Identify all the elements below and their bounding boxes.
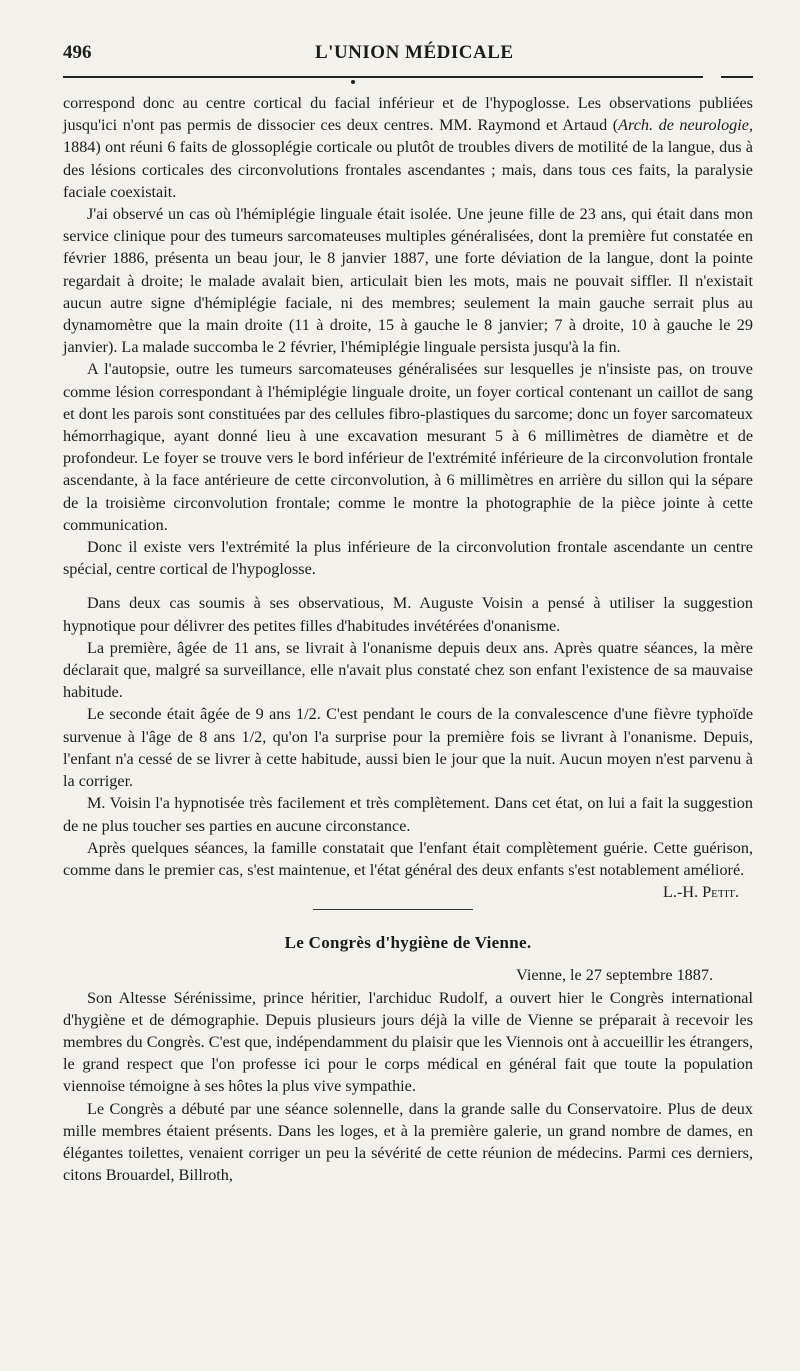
dateline: Vienne, le 27 septembre 1887.: [516, 966, 713, 985]
header-rule-right: [721, 76, 753, 78]
paragraph: Donc il existe vers l'extrémité la plus inférieure de la circonvolution frontale ascendante un centre spécial, centre cortical de l'hypoglosse.: [63, 538, 753, 579]
paragraph-text: 1884) ont réuni 6 faits de glossoplégie corticale ou plutôt de troubles divers de motilité de la langue, dus à des lésions corticales des circonvolutions frontales ascendantes ; mais, dans tous ces faits, la paralysie faciale coexistait.: [63, 138, 753, 201]
paragraph: A l'autopsie, outre les tumeurs sarcomateuses généralisées sur lesquelles je n'insiste pas, on trouve comme lésion correspondant à l'hémiplégie linguale droite, un foyer cortical contenant un caillot de sang et dont les parois sont constituées par des cellules fibro-plastiques du sarcome; donc un foyer sarcomateux hémorrhagique, ayant donné lieu à une excavation mesurant 5 à 6 millimètres de diamètre et de profondeur. Le foyer se trouve vers le bord inférieur de l'extrémité inférieure de la circonvolution frontale ascendante, à la face antérieure de cette circonvolution, à 6 millimètres en arrière du sillon qui la sépare de la troisième circonvolution frontale; comme le montre la photographie de la pièce jointe à cette communication.: [63, 360, 753, 534]
paragraph-with-signature: [63, 837, 753, 902]
paragraph: La première, âgée de 11 ans, se livrait à l'onanisme depuis deux ans. Après quatre séances, la mère déclarait que, malgré sa surveillance, elle n'avait plus constaté chez son enfant l'existence de sa mauvaise habitude.: [63, 638, 753, 702]
paragraph-continued: [63, 92, 753, 203]
article-title: Le Congrès d'hygiène de Vienne.: [284, 933, 532, 953]
page-number: 496: [63, 42, 92, 63]
signature: L.-H. Petit.: [663, 883, 739, 902]
paragraph: M. Voisin l'a hypnotisée très facilement et très complètement. Dans cet état, on lui a fait la suggestion de ne plus toucher ses parties en aucune circonstance.: [63, 794, 753, 835]
paragraph: Son Altesse Sérénissime, prince héritier, l'archiduc Rudolf, a ouvert hier le Congrès international d'hygiène et de démographie. Depuis plusieurs jours déjà la ville de Vienne se préparait à recevoir les membres du Congrès. C'est que, indépendamment du plaisir que les Viennois ont à accueillir les étrangers, le grand respect que l'on professe ici pour le corps médical en général fait que toute la population viennoise témoigne à ses hôtes la plus vive sympathie.: [63, 988, 753, 1096]
section-separator: [313, 909, 473, 910]
header-rule: [63, 76, 703, 78]
reference-italic: Arch. de neurologie,: [618, 116, 753, 135]
page: [63, 0, 753, 1185]
header-rule-dot: [351, 80, 355, 84]
paragraph: Le Congrès a débuté par une séance solennelle, dans la grande salle du Conservatoire. Plus de deux mille membres étaient présents. Dans les loges, et à la première galerie, un grand nombre de dames, en élégantes toilettes, venaient corriger un peu la sévérité de cette réunion de médecins. Parmi ces derniers, citons Brouardel, Billroth,: [63, 1099, 753, 1185]
paragraph: J'ai observé un cas où l'hémiplégie linguale était isolée. Une jeune fille de 23 ans, qui était dans mon service clinique pour des tumeurs sarcomateuses multiples généralisées, dont la première fut constatée en février 1886, présenta un beau jour, le 8 janvier 1887, une forte déviation de la langue, dont la pointe regardait à droite; le malade avalait bien, articulait bien les mots, mais ne pouvait siffler. Il n'existait aucun autre signe d'hémiplégie faciale, ni des membres; seulement la main gauche serrait plus au dynamomètre que la main droite (11 à droite, 15 à gauche le 8 janvier; 7 à droite, 10 à gauche le 29 janvier). La malade succomba le 2 février, l'hémiplégie linguale persista jusqu'à la fin.: [63, 205, 753, 357]
paragraph-text: correspond donc au centre cortical du facial inférieur et de l'hypoglosse. Les observations publiées jusqu'ici n'ont pas permis de dissocier ces deux centres. MM. Raymond et Artaud (: [63, 94, 753, 135]
paragraph: Dans deux cas soumis à ses observatious, M. Auguste Voisin a pensé à utiliser la suggestion hypnotique pour délivrer des petites filles d'habitudes invétérées d'onanisme.: [63, 594, 753, 635]
body-text: [63, 92, 753, 1186]
paragraph-text: Après quelques séances, la famille constatait que l'enfant était complètement guérie. Cette guérison, comme dans le premier cas, s'est maintenue, et l'état général des deux enfants s'est notablement amélioré.: [63, 838, 753, 879]
paragraph: Le seconde était âgée de 9 ans 1/2. C'est pendant le cours de la convalescence d'une fièvre typhoïde survenue à l'âge de 8 ans 1/2, qu'on l'a surprise pour la première fois se livrant à l'onanisme. Depuis, l'enfant n'a cessé de se livrer à cette habitude, aussi bien le jour que la nuit. Aucun moyen n'est parvenu à la corriger.: [63, 705, 753, 791]
running-title: L'UNION MÉDICALE: [315, 42, 514, 63]
page-header: [63, 0, 753, 82]
